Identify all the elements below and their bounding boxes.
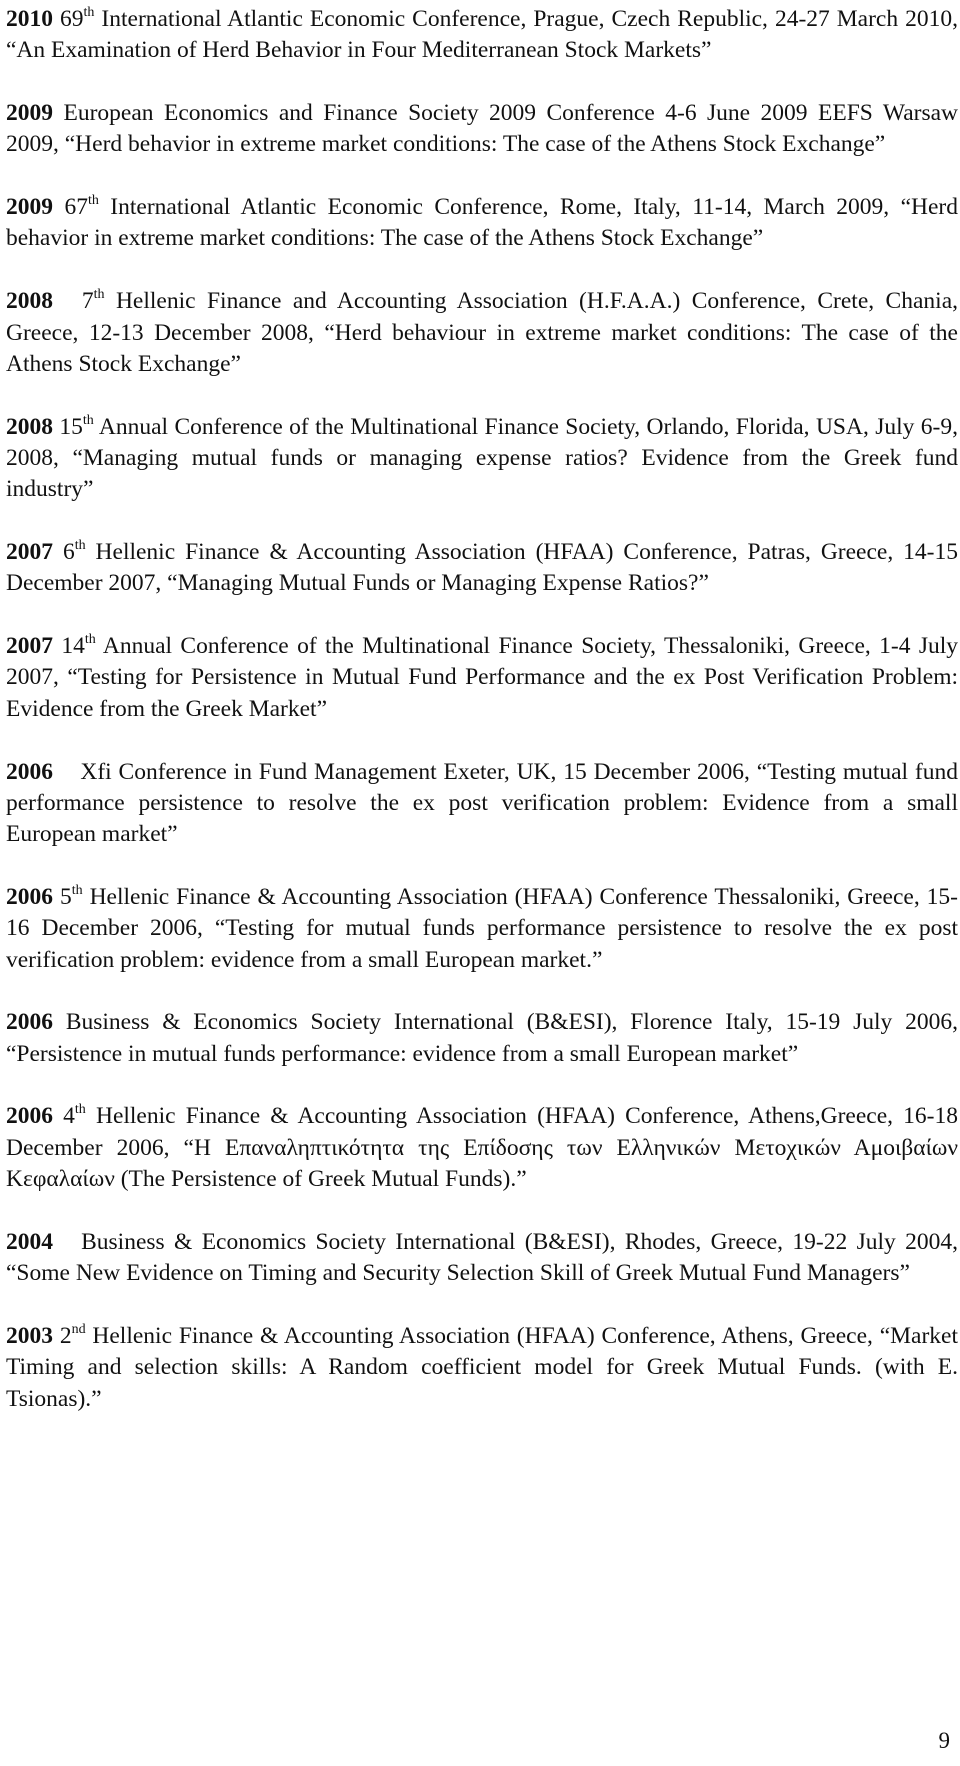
- entry-ordinal-suffix: th: [74, 538, 86, 554]
- entry-text: International Atlantic Economic Conference, Rome, Italy, 11-14, March 2009, “Herd behavior in extreme market conditions: The case of the Athens Stock Exchange”: [6, 194, 959, 252]
- entry-year: 2003: [6, 1322, 53, 1349]
- conference-entry: [6, 4, 958, 67]
- entry-text: Annual Conference of the Multinational Finance Society, Thessaloniki, Greece, 1-4 July 2007, “Testing for Persistence in Mutual Fund Performance and the ex Post Verification Problem: Evidence from the Greek Market”: [6, 633, 959, 722]
- entry-ordinal-suffix: th: [83, 5, 95, 20]
- entry-ordinal: 5: [59, 883, 72, 910]
- entry-ordinal: 15: [59, 413, 83, 440]
- entry-text: International Atlantic Economic Conference, Prague, Czech Republic, 24-27 March 2010, “An Examination of Herd Behavior in Four Mediterranean Stock Markets”: [6, 6, 958, 64]
- conference-entry: [6, 98, 958, 161]
- entry-ordinal-suffix: th: [87, 193, 99, 209]
- entry-year: 2008: [6, 413, 53, 440]
- entry-year: 2006: [6, 883, 53, 910]
- page-number: 9: [938, 1728, 950, 1753]
- entry-ordinal: 7: [81, 288, 94, 315]
- entry-ordinal-suffix: nd: [71, 1321, 86, 1337]
- entry-year: 2008: [6, 288, 53, 315]
- conference-entry: [6, 192, 958, 255]
- conference-entry: [6, 537, 958, 600]
- entry-ordinal-suffix: th: [84, 632, 96, 648]
- entry-year: 2006: [6, 1009, 53, 1036]
- entry-year: 2007: [6, 633, 53, 660]
- entry-ordinal-suffix: th: [82, 412, 94, 428]
- conference-list: [6, 4, 958, 1446]
- entry-year: 2010: [6, 6, 53, 32]
- entry-text: Business & Economics Society International (B&ESI), Rhodes, Greece, 19-22 July 2004, “Some New Evidence on Timing and Security Selection Skill of Greek Mutual Fund Managers”: [6, 1228, 958, 1287]
- entry-year: 2006: [6, 758, 53, 785]
- entry-text: Xfi Conference in Fund Management Exeter, UK, 15 December 2006, “Testing mutual fund performance persistence to resolve the ex post verification problem: Evidence from a small European market”: [6, 758, 958, 848]
- entry-year: 2006: [6, 1103, 53, 1130]
- entry-ordinal: 14: [61, 633, 85, 660]
- entry-text: Hellenic Finance & Accounting Association (HFAA) Conference, Athens,Greece, 16-18 December 2006, “Η Επαναληπτικότητα της Επίδοσης των Ελληνικών Μετοχικών Αμοιβαίων Κεφαλαίων (The Persistence of Greek Mutual Funds).”: [6, 1103, 958, 1193]
- entry-ordinal: 2: [59, 1322, 72, 1349]
- conference-entry: [6, 286, 958, 380]
- entry-ordinal-suffix: th: [71, 882, 83, 898]
- entry-ordinal: 69: [60, 6, 84, 32]
- conference-entry: [6, 1101, 958, 1195]
- conference-entry: [6, 882, 958, 976]
- conference-entry: [6, 412, 958, 506]
- entry-ordinal: 4: [63, 1103, 75, 1130]
- conference-entry: [6, 1227, 958, 1290]
- entry-text: European Economics and Finance Society 2009 Conference 4-6 June 2009 EEFS Warsaw 2009, “Herd behavior in extreme market conditions: The case of the Athens Stock Exchange”: [6, 100, 959, 158]
- entry-text: Annual Conference of the Multinational Finance Society, Orlando, Florida, USA, July 6-9, 2008, “Managing mutual funds or managing expense ratios? Evidence from the Greek fund industry”: [6, 413, 958, 503]
- entry-text: Hellenic Finance & Accounting Association (HFAA) Conference, Athens, Greece, “Market Timing and selection skills: A Random coefficient model for Greek Mutual Funds. (with E. Tsionas).”: [6, 1322, 958, 1412]
- entry-ordinal-suffix: th: [93, 287, 105, 303]
- conference-entry: [6, 1321, 958, 1415]
- entry-year: 2009: [6, 100, 53, 127]
- conference-entry: [6, 1007, 958, 1070]
- entry-text: Hellenic Finance & Accounting Association (HFAA) Conference, Patras, Greece, 14-15 December 2007, “Managing Mutual Funds or Managing Expense Ratios?”: [6, 539, 958, 597]
- entry-year: 2007: [6, 539, 53, 566]
- entry-ordinal-suffix: th: [74, 1102, 86, 1118]
- entry-text: Hellenic Finance & Accounting Association (HFAA) Conference Thessaloniki, Greece, 15-16 December 2006, “Testing for mutual funds performance persistence to resolve the ex post verification problem: evidence from a small European market.”: [6, 883, 958, 973]
- entry-ordinal: 67: [64, 194, 88, 221]
- entry-text: Business & Economics Society International (B&ESI), Florence Italy, 15-19 July 2006, “Persistence in mutual funds performance: evidence from a small European market”: [6, 1009, 958, 1067]
- conference-entry: [6, 757, 958, 851]
- entry-text: Hellenic Finance and Accounting Association (H.F.A.A.) Conference, Crete, Chania, Greece, 12-13 December 2008, “Herd behaviour in extreme market conditions: The case of the Athens Stock Exchange”: [6, 288, 958, 377]
- entry-year: 2004: [6, 1228, 53, 1255]
- conference-entry: [6, 631, 958, 725]
- entry-ordinal: 6: [62, 539, 75, 566]
- entry-year: 2009: [6, 194, 53, 221]
